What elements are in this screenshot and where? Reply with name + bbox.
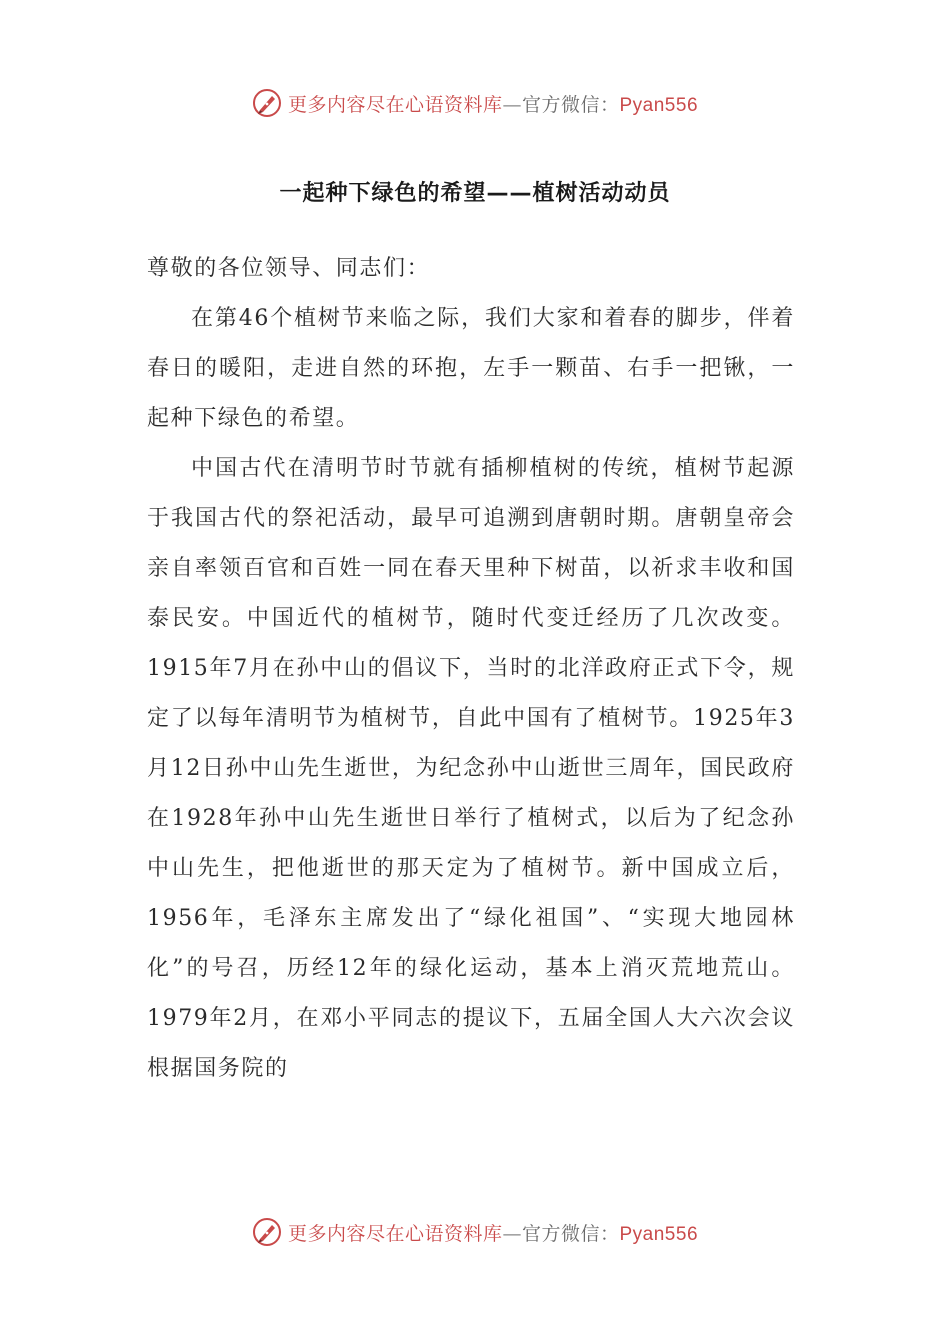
banner-wechat-label: 官方微信： [521, 1222, 620, 1245]
banner-wechat-id: Pyan556 [619, 1223, 699, 1245]
banner-dash: — [502, 1222, 522, 1245]
banner-wechat-label: 官方微信： [521, 93, 620, 116]
header-banner [0, 83, 950, 123]
document-body [147, 244, 795, 1094]
paragraph-1: 在第46个植树节来临之际，我们大家和着春的脚步，伴着春日的暖阳，走进自然的环抱，左手一颗苗、右手一把锹，一起种下绿色的希望。 [147, 306, 795, 431]
banner-text [288, 1219, 698, 1246]
paragraph-2: 中国古代在清明节时节就有插柳植树的传统，植树节起源于我国古代的祭祀活动，最早可追溯到唐朝时期。唐朝皇帝会亲自率领百官和百姓一同在春天里种下树苗，以祈求丰收和国泰民安。中国近代的植树节，随时代变迁经历了几次改变。1915年7月在孙中山的倡议下，当时的北洋政府正式下令，规定了以每年清明节为植树节，自此中国有了植树节。1925年3月12日孙中山先生逝世，为纪念孙中山逝世三周年，国民政府在1928年孙中山先生逝世日举行了植树式，以后为了纪念孙中山先生，把他逝世的那天定为了植树节。新中国成立后，1956年，毛泽东主席发出了“绿化祖国”、“实现大地园林化”的号召，历经12年的绿化运动，基本上消灭荒地荒山。1979年2月，在邓小平同志的提议下，五届全国人大六次会议根据国务院的 [147, 456, 795, 1081]
quill-pen-logo-icon [252, 88, 282, 118]
banner-text [288, 90, 698, 117]
footer-banner [0, 1212, 950, 1252]
banner-slogan: 更多内容尽在心语资料库 [287, 1222, 503, 1245]
document-title: 一起种下绿色的希望——植树活动动员 [279, 181, 671, 206]
salutation: 尊敬的各位领导、同志们： [147, 256, 431, 281]
quill-pen-logo-icon [252, 1217, 282, 1247]
banner-slogan: 更多内容尽在心语资料库 [287, 93, 503, 116]
banner-dash: — [502, 93, 522, 116]
banner-wechat-id: Pyan556 [619, 94, 699, 116]
